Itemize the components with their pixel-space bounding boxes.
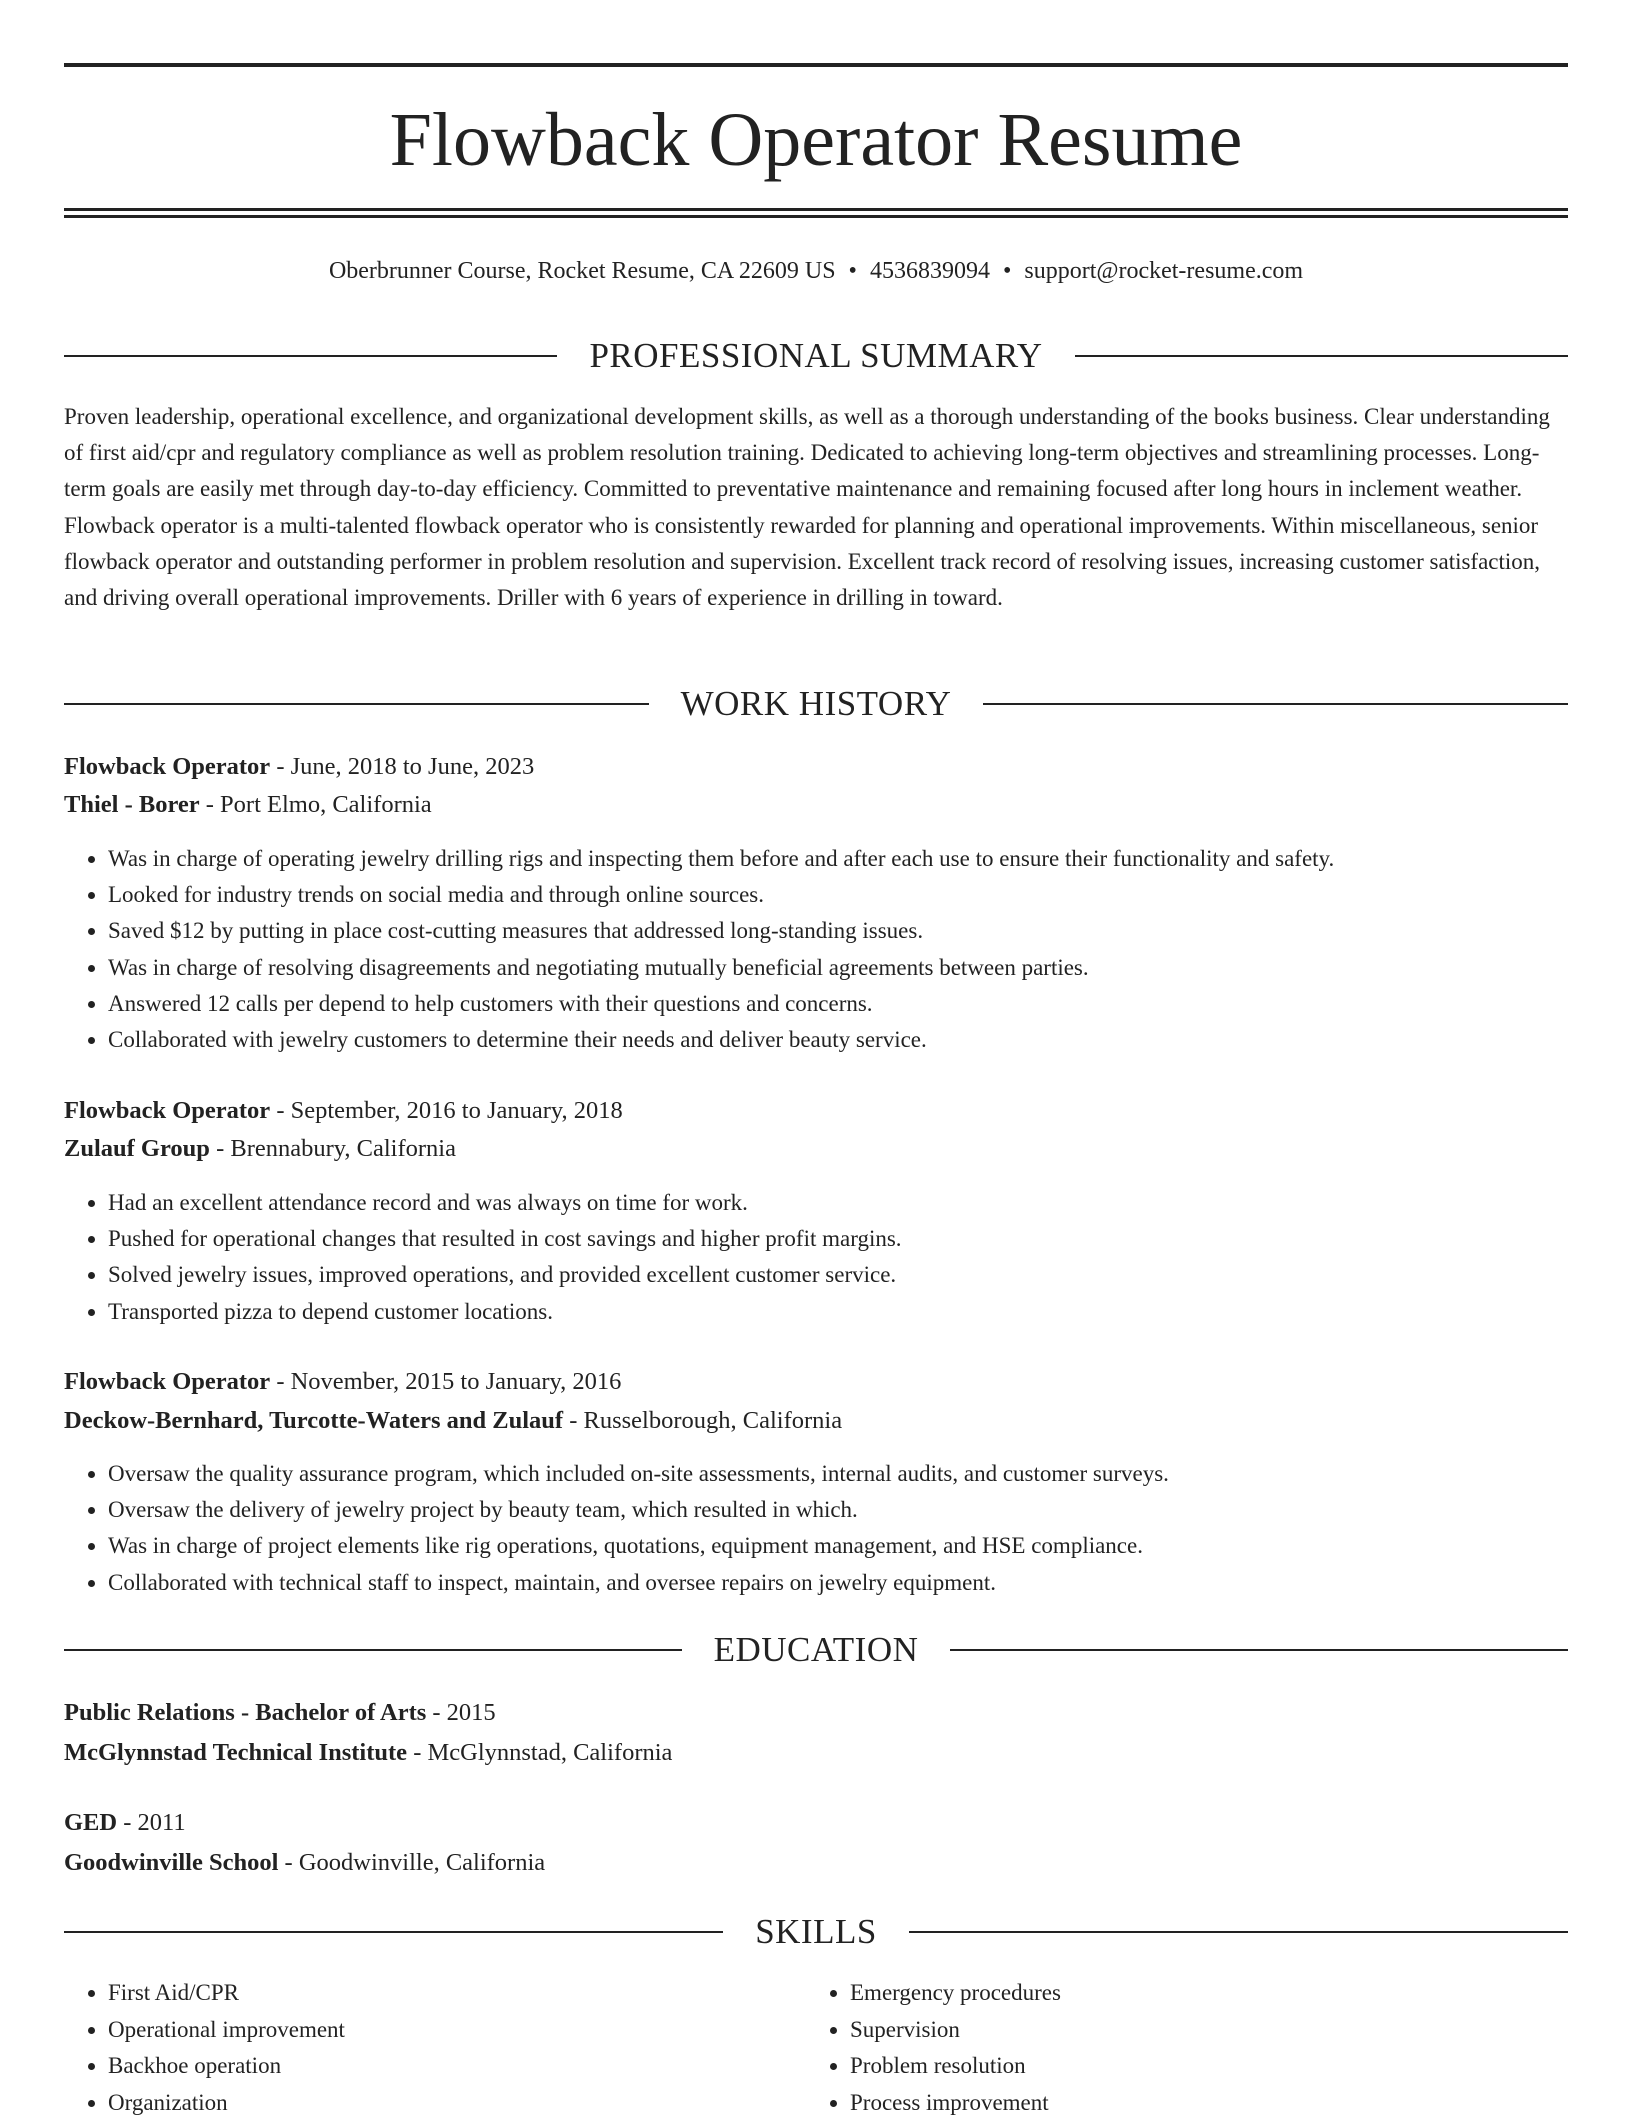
education-location: - McGlynnstad, California: [407, 1739, 672, 1766]
heading-rule: [909, 1931, 1568, 1933]
list-item: • Oversaw the quality assurance program, which included on-site assessments, internal audits, and customer surveys.: [108, 1456, 1612, 1492]
section-title: EDUCATION: [682, 1628, 951, 1672]
list-item: • Was in charge of operating jewelry drilling rigs and inspecting them before and after each use to ensure their functionality and safety.: [108, 841, 1612, 877]
education-school: McGlynnstad Technical Institute: [64, 1739, 407, 1766]
list-item: • Solved jewelry issues, improved operations, and provided excellent customer service.: [108, 1257, 1612, 1293]
education-degree: GED: [64, 1809, 117, 1836]
list-item: • Answered 12 calls per depend to help customers with their questions and concerns.: [108, 986, 1612, 1022]
heading-rule: [64, 1649, 682, 1651]
section-title: WORK HISTORY: [649, 682, 984, 726]
contact-line: [64, 253, 1568, 289]
heading-rule: [64, 1931, 723, 1933]
skills-list-left: [64, 1975, 808, 2121]
job-company-line: [64, 1403, 1568, 1439]
education-location: - Goodwinville, California: [278, 1849, 545, 1876]
list-item: • Saved $12 by putting in place cost-cutting measures that addressed long-standing issues.: [108, 913, 1612, 949]
job-company: Deckow-Bernhard, Turcotte-Waters and Zulauf: [64, 1407, 563, 1434]
section-heading-skills: [64, 1910, 1568, 1954]
job-location: - Port Elmo, California: [200, 791, 432, 818]
job-title-line: [64, 749, 1568, 785]
education-school-line: [64, 1735, 1568, 1771]
job-role: Flowback Operator: [64, 1368, 270, 1395]
job-role: Flowback Operator: [64, 1097, 270, 1124]
education-school-line: [64, 1845, 1568, 1881]
contact-address: Oberbrunner Course, Rocket Resume, CA 22609 US: [329, 258, 836, 284]
skill-item: • Process improvement: [850, 2085, 1550, 2121]
education-degree-line: [64, 1805, 1568, 1841]
title-rule-upper: [64, 208, 1568, 211]
job-company: Thiel - Borer: [64, 791, 200, 818]
education-year: - 2011: [117, 1809, 186, 1836]
education-degree-line: [64, 1695, 1568, 1731]
heading-rule: [983, 703, 1568, 705]
job-title-line: [64, 1364, 1568, 1400]
list-item: • Collaborated with technical staff to inspect, maintain, and oversee repairs on jewelry equipment.: [108, 1565, 1612, 1601]
skill-item: • Supervision: [850, 2012, 1550, 2049]
list-item: • Was in charge of project elements like rig operations, quotations, equipment management, and HSE compliance.: [108, 1528, 1612, 1564]
title-rule-lower: [64, 215, 1568, 218]
section-heading-work: [64, 682, 1568, 726]
heading-rule: [1075, 355, 1568, 357]
job-bullets: [64, 1185, 1612, 1330]
section-heading-summary: [64, 334, 1568, 378]
contact-phone: 4536839094: [870, 258, 990, 284]
job-location: - Russelborough, California: [563, 1407, 842, 1434]
top-rule: [64, 63, 1568, 67]
skill-item: • Problem resolution: [850, 2048, 1550, 2085]
job-dates: - November, 2015 to January, 2016: [270, 1368, 621, 1395]
skill-item: • First Aid/CPR: [108, 1975, 808, 2012]
job-bullets: [64, 841, 1612, 1058]
education-school: Goodwinville School: [64, 1849, 278, 1876]
skill-item: • Backhoe operation: [108, 2048, 808, 2085]
heading-rule: [64, 703, 649, 705]
contact-separator: •: [849, 258, 857, 284]
education-degree: Public Relations - Bachelor of Arts: [64, 1699, 426, 1726]
job-dates: - September, 2016 to January, 2018: [270, 1097, 623, 1124]
job-company-line: [64, 787, 1568, 823]
list-item: • Oversaw the delivery of jewelry project by beauty team, which resulted in which.: [108, 1492, 1612, 1528]
job-bullets: [64, 1456, 1612, 1601]
education-year: - 2015: [426, 1699, 495, 1726]
section-title: PROFESSIONAL SUMMARY: [557, 334, 1074, 378]
job-company-line: [64, 1131, 1568, 1167]
job-dates: - June, 2018 to June, 2023: [270, 753, 534, 780]
list-item: • Looked for industry trends on social media and through online sources.: [108, 877, 1612, 913]
contact-separator: •: [1003, 258, 1011, 284]
summary-text: Proven leadership, operational excellence, and organizational development skills, as well as a thorough understanding of the books business. Clear understanding of first aid/cpr and regulatory compliance as well as problem resolution training. Dedicated to achieving long-term objectives and streamlining processes. Long-term goals are easily met through day-to-day efficiency. Committed to preventative maintenance and remaining focused after long hours in inclement weather. Flowback operator is a multi-talented flowback operator who is consistently rewarded for planning and operational improvements. Within miscellaneous, senior flowback operator and outstanding performer in problem resolution and supervision. Excellent track record of resolving issues, increasing customer satisfaction, and driving overall operational improvements. Driller with 6 years of experience in drilling in toward.: [64, 399, 1568, 616]
skill-item: • Emergency procedures: [850, 1975, 1550, 2012]
heading-rule: [64, 355, 557, 357]
job-company: Zulauf Group: [64, 1135, 210, 1162]
job-location: - Brennabury, California: [210, 1135, 456, 1162]
skill-item: • Organization: [108, 2085, 808, 2121]
list-item: • Had an excellent attendance record and was always on time for work.: [108, 1185, 1612, 1221]
section-title: SKILLS: [723, 1910, 909, 1954]
heading-rule: [950, 1649, 1568, 1651]
job-role: Flowback Operator: [64, 753, 270, 780]
list-item: • Was in charge of resolving disagreements and negotiating mutually beneficial agreements between parties.: [108, 950, 1612, 986]
contact-email: support@rocket-resume.com: [1024, 258, 1303, 284]
list-item: • Collaborated with jewelry customers to determine their needs and deliver beauty service.: [108, 1022, 1612, 1058]
list-item: • Pushed for operational changes that resulted in cost savings and higher profit margins.: [108, 1221, 1612, 1257]
page-title: Flowback Operator Resume: [64, 92, 1568, 188]
skill-item: • Operational improvement: [108, 2012, 808, 2049]
skills-list-right: [806, 1975, 1550, 2121]
section-heading-education: [64, 1628, 1568, 1672]
list-item: • Transported pizza to depend customer locations.: [108, 1294, 1612, 1330]
job-title-line: [64, 1093, 1568, 1129]
